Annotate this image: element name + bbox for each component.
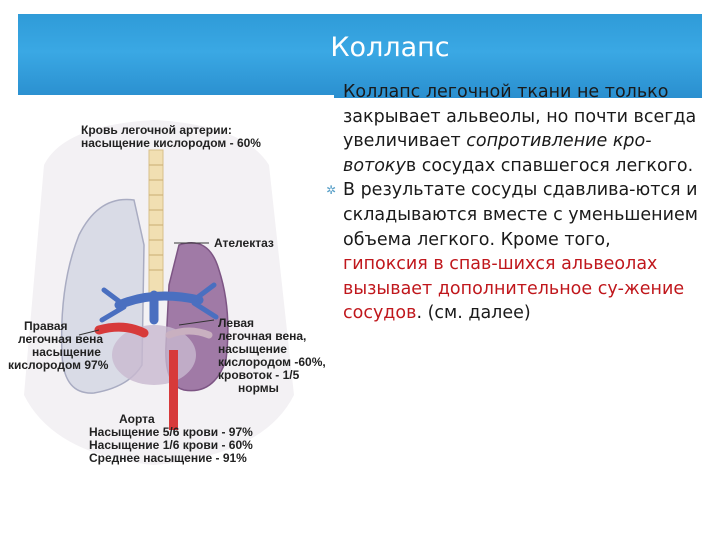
bullet-marker-icon: ✲ [326,183,337,198]
slide-title: Коллапс [330,32,450,63]
bullet-item: Коллапс легочной ткани не только закрывает альвеолы, но почти всегда увеличивает сопротивление кро-вотокув сосудах спавшегося легкого. [343,82,697,176]
label-left-pulmonary-vein: Левая легочная вена, насыщение кислородом -60%, кровоток - 1/5 нормы [218,316,326,395]
trachea [149,150,163,295]
left-pulmonary-vein [169,331,209,335]
bullet-list [326,80,701,326]
lung-diagram [4,95,337,480]
label-right-pulmonary-vein: Правая легочная вена насыщение кислородом 97% [8,319,109,372]
label-atelectasis: Ателектаз [214,236,274,250]
bullet-item: ✲ В результате сосуды сдавлива-ются и складываются вместе с уменьшением объема легкого. Кроме того, гипоксия в спав-шихся альвеолах вызывает дополнительное су-жение сосудов. (см. далее) [326,180,698,324]
label-pulmonary-artery: Кровь легочной артерии: насыщение кислородом - 60% [81,123,261,150]
label-aorta: Аорта Насыщение 5/6 крови - 97% Насыщение 1/6 крови - 60% Среднее насыщение - 91% [89,412,253,465]
